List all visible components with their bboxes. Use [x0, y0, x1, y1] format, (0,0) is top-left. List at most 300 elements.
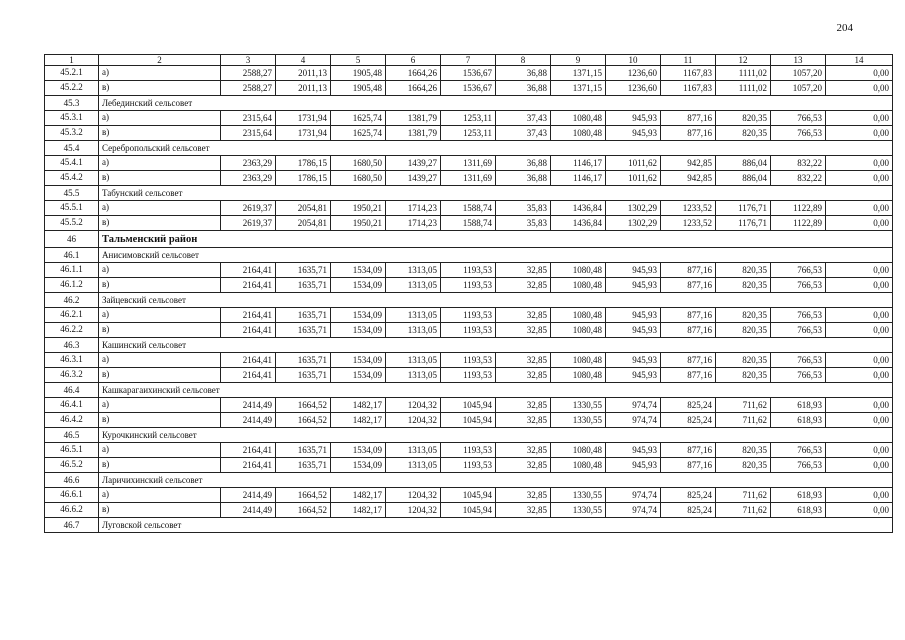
row-label: а) [99, 66, 221, 81]
table-cell: 1146,17 [551, 171, 606, 186]
table-cell: 1193,53 [441, 308, 496, 323]
table-cell: 1731,94 [276, 111, 331, 126]
table-cell: 618,93 [771, 503, 826, 518]
table-cell: 36,88 [496, 66, 551, 81]
table-cell: 1193,53 [441, 323, 496, 338]
table-cell: 2164,41 [221, 278, 276, 293]
settlement-name: Курочкинский сельсовет [99, 428, 893, 443]
row-code: 46 [45, 231, 99, 248]
table-cell: 1080,48 [551, 263, 606, 278]
row-code: 46.3.1 [45, 353, 99, 368]
table-cell: 1193,53 [441, 353, 496, 368]
group-row [45, 96, 893, 111]
tariff-table [44, 54, 893, 533]
table-cell: 1233,52 [661, 216, 716, 231]
table-row [45, 171, 893, 186]
table-cell: 0,00 [826, 488, 893, 503]
table-cell: 766,53 [771, 368, 826, 383]
table-cell: 974,74 [606, 503, 661, 518]
table-cell: 2164,41 [221, 353, 276, 368]
table-cell: 1371,15 [551, 81, 606, 96]
table-cell: 1625,74 [331, 126, 386, 141]
table-cell: 825,24 [661, 488, 716, 503]
row-label: в) [99, 503, 221, 518]
table-cell: 1534,09 [331, 458, 386, 473]
settlement-name: Зайцевский сельсовет [99, 293, 893, 308]
table-cell: 0,00 [826, 308, 893, 323]
table-cell: 1011,62 [606, 156, 661, 171]
table-cell: 2164,41 [221, 263, 276, 278]
table-cell: 1011,62 [606, 171, 661, 186]
table-row [45, 323, 893, 338]
table-cell: 1534,09 [331, 278, 386, 293]
table-cell: 1313,05 [386, 263, 441, 278]
row-code: 45.5 [45, 186, 99, 201]
table-cell: 945,93 [606, 263, 661, 278]
table-cell: 1371,15 [551, 66, 606, 81]
table-row [45, 503, 893, 518]
row-label: в) [99, 81, 221, 96]
table-cell: 2414,49 [221, 413, 276, 428]
table-cell: 2363,29 [221, 156, 276, 171]
table-cell: 2619,37 [221, 216, 276, 231]
table-cell: 2164,41 [221, 443, 276, 458]
table-cell: 1176,71 [716, 216, 771, 231]
column-header: 7 [441, 55, 496, 66]
table-cell: 766,53 [771, 308, 826, 323]
table-cell: 1313,05 [386, 308, 441, 323]
table-cell: 1905,48 [331, 66, 386, 81]
table-cell: 32,85 [496, 458, 551, 473]
row-code: 46.1 [45, 248, 99, 263]
table-cell: 618,93 [771, 413, 826, 428]
table-cell: 820,35 [716, 323, 771, 338]
table-cell: 1045,94 [441, 503, 496, 518]
table-cell: 2588,27 [221, 81, 276, 96]
table-cell: 711,62 [716, 398, 771, 413]
table-cell: 820,35 [716, 308, 771, 323]
table-cell: 1588,74 [441, 216, 496, 231]
table-cell: 1146,17 [551, 156, 606, 171]
row-code: 46.2 [45, 293, 99, 308]
table-cell: 0,00 [826, 278, 893, 293]
table-cell: 0,00 [826, 398, 893, 413]
table-cell: 1786,15 [276, 171, 331, 186]
table-cell: 1080,48 [551, 458, 606, 473]
table-cell: 2315,64 [221, 111, 276, 126]
column-header: 14 [826, 55, 893, 66]
column-header: 3 [221, 55, 276, 66]
table-cell: 0,00 [826, 368, 893, 383]
table-cell: 1330,55 [551, 398, 606, 413]
table-cell: 1482,17 [331, 413, 386, 428]
table-cell: 1122,89 [771, 201, 826, 216]
table-cell: 1635,71 [276, 458, 331, 473]
table-cell: 1664,52 [276, 488, 331, 503]
table-cell: 32,85 [496, 443, 551, 458]
table-cell: 1664,52 [276, 413, 331, 428]
row-label: а) [99, 201, 221, 216]
table-cell: 0,00 [826, 443, 893, 458]
table-cell: 618,93 [771, 398, 826, 413]
table-body [45, 66, 893, 533]
table-cell: 0,00 [826, 81, 893, 96]
table-cell: 766,53 [771, 323, 826, 338]
table-cell: 1080,48 [551, 443, 606, 458]
table-cell: 32,85 [496, 278, 551, 293]
table-row [45, 368, 893, 383]
table-cell: 1204,32 [386, 488, 441, 503]
group-row [45, 338, 893, 353]
table-cell: 1193,53 [441, 458, 496, 473]
table-cell: 1534,09 [331, 368, 386, 383]
table-cell: 1482,17 [331, 488, 386, 503]
table-cell: 1330,55 [551, 488, 606, 503]
table-cell: 1536,67 [441, 66, 496, 81]
group-row [45, 473, 893, 488]
row-code: 46.2.2 [45, 323, 99, 338]
table-cell: 35,83 [496, 201, 551, 216]
table-cell: 1950,21 [331, 201, 386, 216]
table-cell: 1786,15 [276, 156, 331, 171]
table-cell: 1714,23 [386, 201, 441, 216]
table-cell: 945,93 [606, 308, 661, 323]
table-cell: 618,93 [771, 488, 826, 503]
column-header: 6 [386, 55, 441, 66]
table-cell: 877,16 [661, 458, 716, 473]
table-cell: 877,16 [661, 443, 716, 458]
table-cell: 1680,50 [331, 171, 386, 186]
table-cell: 1625,74 [331, 111, 386, 126]
table-cell: 766,53 [771, 126, 826, 141]
table-row [45, 66, 893, 81]
row-code: 46.4 [45, 383, 99, 398]
table-cell: 0,00 [826, 263, 893, 278]
table-cell: 32,85 [496, 323, 551, 338]
table-cell: 35,83 [496, 216, 551, 231]
table-cell: 1253,11 [441, 111, 496, 126]
table-cell: 1193,53 [441, 443, 496, 458]
table-cell: 832,22 [771, 156, 826, 171]
table-cell: 1330,55 [551, 413, 606, 428]
table-cell: 1534,09 [331, 308, 386, 323]
table-cell: 1313,05 [386, 353, 441, 368]
table-cell: 2164,41 [221, 308, 276, 323]
group-row [45, 186, 893, 201]
table-row [45, 216, 893, 231]
row-code: 45.4.1 [45, 156, 99, 171]
table-cell: 1236,60 [606, 66, 661, 81]
table-cell: 1635,71 [276, 353, 331, 368]
table-cell: 1045,94 [441, 413, 496, 428]
row-label: в) [99, 323, 221, 338]
table-cell: 0,00 [826, 323, 893, 338]
table-cell: 0,00 [826, 503, 893, 518]
table-cell: 1635,71 [276, 368, 331, 383]
table-cell: 877,16 [661, 368, 716, 383]
table-cell: 1045,94 [441, 488, 496, 503]
district-row [45, 231, 893, 248]
column-header: 12 [716, 55, 771, 66]
table-row [45, 353, 893, 368]
row-label: а) [99, 111, 221, 126]
table-cell: 0,00 [826, 216, 893, 231]
settlement-name: Луговской сельсовет [99, 518, 893, 533]
row-code: 45.4 [45, 141, 99, 156]
settlement-name: Анисимовский сельсовет [99, 248, 893, 263]
table-cell: 1381,79 [386, 111, 441, 126]
table-cell: 766,53 [771, 263, 826, 278]
table-cell: 32,85 [496, 488, 551, 503]
row-code: 45.3.2 [45, 126, 99, 141]
settlement-name: Кашкарагаихинский сельсовет [99, 383, 893, 398]
column-header: 11 [661, 55, 716, 66]
settlement-name: Табунский сельсовет [99, 186, 893, 201]
table-cell: 1204,32 [386, 398, 441, 413]
row-code: 45.5.2 [45, 216, 99, 231]
table-cell: 820,35 [716, 126, 771, 141]
row-code: 46.3.2 [45, 368, 99, 383]
table-cell: 2054,81 [276, 216, 331, 231]
table-cell: 825,24 [661, 398, 716, 413]
table-row [45, 156, 893, 171]
table-cell: 32,85 [496, 398, 551, 413]
column-header: 10 [606, 55, 661, 66]
table-cell: 1482,17 [331, 398, 386, 413]
column-header: 5 [331, 55, 386, 66]
group-row [45, 248, 893, 263]
table-cell: 0,00 [826, 126, 893, 141]
table-cell: 1193,53 [441, 263, 496, 278]
table-cell: 1588,74 [441, 201, 496, 216]
row-label: в) [99, 126, 221, 141]
table-row [45, 413, 893, 428]
table-cell: 1664,26 [386, 66, 441, 81]
row-code: 45.2.2 [45, 81, 99, 96]
row-label: а) [99, 353, 221, 368]
row-code: 46.3 [45, 338, 99, 353]
row-code: 46.7 [45, 518, 99, 533]
table-cell: 825,24 [661, 413, 716, 428]
table-cell: 0,00 [826, 458, 893, 473]
group-row [45, 293, 893, 308]
table-cell: 2588,27 [221, 66, 276, 81]
table-cell: 2414,49 [221, 503, 276, 518]
table-cell: 1439,27 [386, 171, 441, 186]
table-cell: 820,35 [716, 111, 771, 126]
column-header: 13 [771, 55, 826, 66]
table-cell: 2619,37 [221, 201, 276, 216]
settlement-name: Лебединский сельсовет [99, 96, 893, 111]
table-cell: 974,74 [606, 398, 661, 413]
table-cell: 2164,41 [221, 458, 276, 473]
row-label: а) [99, 263, 221, 278]
table-cell: 32,85 [496, 368, 551, 383]
table-cell: 945,93 [606, 353, 661, 368]
table-cell: 1664,52 [276, 503, 331, 518]
table-cell: 32,85 [496, 263, 551, 278]
table-cell: 1534,09 [331, 443, 386, 458]
table-cell: 886,04 [716, 171, 771, 186]
column-header: 9 [551, 55, 606, 66]
table-cell: 1313,05 [386, 443, 441, 458]
table-cell: 1311,69 [441, 156, 496, 171]
table-cell: 711,62 [716, 503, 771, 518]
table-cell: 36,88 [496, 171, 551, 186]
table-cell: 1176,71 [716, 201, 771, 216]
table-cell: 942,85 [661, 156, 716, 171]
row-label: а) [99, 308, 221, 323]
row-code: 45.3 [45, 96, 99, 111]
table-cell: 1950,21 [331, 216, 386, 231]
table-cell: 1236,60 [606, 81, 661, 96]
table-cell: 945,93 [606, 111, 661, 126]
table-cell: 36,88 [496, 81, 551, 96]
table-cell: 1167,83 [661, 81, 716, 96]
table-cell: 1680,50 [331, 156, 386, 171]
table-cell: 1057,20 [771, 81, 826, 96]
table-cell: 1313,05 [386, 458, 441, 473]
row-code: 46.2.1 [45, 308, 99, 323]
district-name: Тальменский район [99, 231, 893, 248]
table-cell: 820,35 [716, 263, 771, 278]
row-code: 46.4.2 [45, 413, 99, 428]
table-cell: 2363,29 [221, 171, 276, 186]
column-header: 1 [45, 55, 99, 66]
row-label: а) [99, 156, 221, 171]
table-cell: 0,00 [826, 171, 893, 186]
table-cell: 2054,81 [276, 201, 331, 216]
group-row [45, 141, 893, 156]
table-cell: 1302,29 [606, 201, 661, 216]
table-cell: 32,85 [496, 413, 551, 428]
table-cell: 1045,94 [441, 398, 496, 413]
table-cell: 1193,53 [441, 368, 496, 383]
table-cell: 945,93 [606, 126, 661, 141]
row-code: 46.1.1 [45, 263, 99, 278]
table-cell: 1436,84 [551, 201, 606, 216]
table-cell: 1436,84 [551, 216, 606, 231]
table-cell: 877,16 [661, 353, 716, 368]
table-cell: 37,43 [496, 126, 551, 141]
table-cell: 825,24 [661, 503, 716, 518]
row-label: в) [99, 171, 221, 186]
table-cell: 820,35 [716, 368, 771, 383]
table-cell: 0,00 [826, 156, 893, 171]
table-row [45, 263, 893, 278]
table-cell: 0,00 [826, 111, 893, 126]
table-cell: 945,93 [606, 278, 661, 293]
table-cell: 0,00 [826, 66, 893, 81]
table-cell: 1534,09 [331, 353, 386, 368]
table-cell: 1111,02 [716, 81, 771, 96]
table-cell: 1330,55 [551, 503, 606, 518]
row-label: а) [99, 443, 221, 458]
table-cell: 1204,32 [386, 503, 441, 518]
table-cell: 1905,48 [331, 81, 386, 96]
table-row [45, 111, 893, 126]
group-row [45, 518, 893, 533]
table-cell: 0,00 [826, 201, 893, 216]
table-cell: 1311,69 [441, 171, 496, 186]
row-code: 46.5 [45, 428, 99, 443]
row-code: 46.4.1 [45, 398, 99, 413]
row-label: в) [99, 368, 221, 383]
table-cell: 820,35 [716, 278, 771, 293]
table-cell: 1111,02 [716, 66, 771, 81]
table-cell: 886,04 [716, 156, 771, 171]
table-cell: 1204,32 [386, 413, 441, 428]
table-cell: 2414,49 [221, 398, 276, 413]
table-cell: 2414,49 [221, 488, 276, 503]
table-cell: 945,93 [606, 368, 661, 383]
table-cell: 1057,20 [771, 66, 826, 81]
table-row [45, 278, 893, 293]
table-cell: 1536,67 [441, 81, 496, 96]
table-cell: 877,16 [661, 126, 716, 141]
table-cell: 1635,71 [276, 308, 331, 323]
row-code: 45.4.2 [45, 171, 99, 186]
table-cell: 1080,48 [551, 126, 606, 141]
row-code: 46.6 [45, 473, 99, 488]
table-cell: 1714,23 [386, 216, 441, 231]
table-cell: 2011,13 [276, 81, 331, 96]
row-code: 46.5.1 [45, 443, 99, 458]
table-cell: 877,16 [661, 323, 716, 338]
table-cell: 766,53 [771, 443, 826, 458]
table-cell: 820,35 [716, 458, 771, 473]
row-code: 45.2.1 [45, 66, 99, 81]
table-cell: 1080,48 [551, 323, 606, 338]
table-cell: 1439,27 [386, 156, 441, 171]
table-cell: 1080,48 [551, 368, 606, 383]
table-cell: 1253,11 [441, 126, 496, 141]
header-row [45, 55, 893, 66]
table-cell: 0,00 [826, 413, 893, 428]
table-row [45, 458, 893, 473]
table-cell: 877,16 [661, 308, 716, 323]
row-label: а) [99, 488, 221, 503]
row-code: 46.1.2 [45, 278, 99, 293]
table-cell: 1080,48 [551, 308, 606, 323]
table-cell: 974,74 [606, 488, 661, 503]
table-cell: 2011,13 [276, 66, 331, 81]
table-cell: 0,00 [826, 353, 893, 368]
table-cell: 766,53 [771, 278, 826, 293]
table-cell: 1635,71 [276, 323, 331, 338]
table-cell: 1482,17 [331, 503, 386, 518]
table-cell: 1122,89 [771, 216, 826, 231]
page-number: 204 [836, 22, 853, 34]
table-cell: 1664,26 [386, 81, 441, 96]
table-cell: 945,93 [606, 443, 661, 458]
table-cell: 1731,94 [276, 126, 331, 141]
table-cell: 1635,71 [276, 263, 331, 278]
table-cell: 766,53 [771, 458, 826, 473]
table-cell: 942,85 [661, 171, 716, 186]
table-cell: 877,16 [661, 263, 716, 278]
table-cell: 1664,52 [276, 398, 331, 413]
table-cell: 32,85 [496, 503, 551, 518]
row-label: в) [99, 458, 221, 473]
table-cell: 1534,09 [331, 323, 386, 338]
table-cell: 32,85 [496, 353, 551, 368]
settlement-name: Серебропольский сельсовет [99, 141, 893, 156]
table-cell: 832,22 [771, 171, 826, 186]
table-cell: 877,16 [661, 111, 716, 126]
table-cell: 37,43 [496, 111, 551, 126]
column-header: 4 [276, 55, 331, 66]
